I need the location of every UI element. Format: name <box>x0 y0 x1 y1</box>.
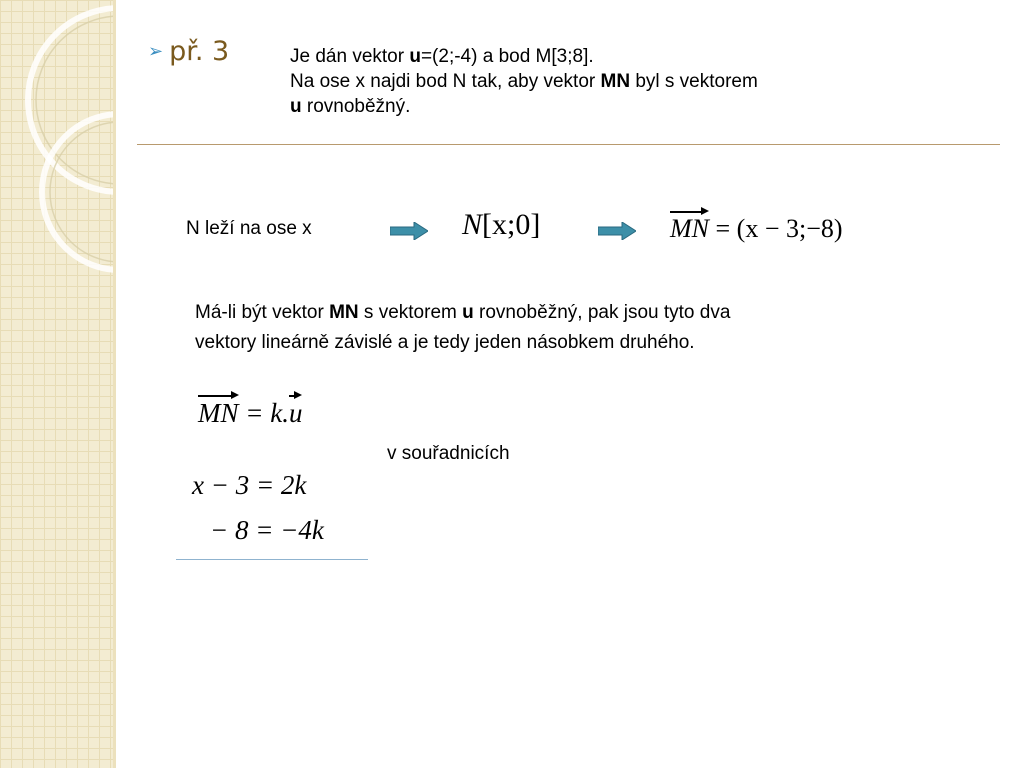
point-n-expression <box>462 208 540 242</box>
task-statement <box>290 44 758 119</box>
task-line-2: Na ose x najdi bod N tak, aby vektor MN byl s vektorem <box>290 71 758 92</box>
vector-mn-label: MN <box>600 71 631 92</box>
equation-mn-equals-ku: MN = k.u <box>198 398 303 428</box>
vector-mn-symbol: MN <box>670 214 709 243</box>
vector-u-label: u <box>409 46 421 67</box>
equation-x-coordinate: x − 3 = 2k <box>192 470 307 500</box>
explanation-paragraph <box>195 298 730 358</box>
title-separator <box>137 144 1000 145</box>
vector-mn-symbol: MN <box>198 398 239 428</box>
step1-label: N leží na ose x <box>186 218 312 239</box>
vector-u-label: u <box>290 96 302 117</box>
right-arrow-icon <box>390 222 428 240</box>
decorative-side-panel <box>0 0 113 768</box>
task-line-1: Je dán vektor u=(2;-4) a bod M[3;8]. <box>290 46 594 67</box>
explanation-line-1: Má-li být vektor MN s vektorem u rovnoběžný, pak jsou tyto dva <box>195 302 731 323</box>
equation-y-coordinate: − 8 = −4k <box>210 515 324 545</box>
coordinates-label: v souřadnicích <box>387 443 510 464</box>
arrow-bullet-icon: ➢ <box>148 41 164 62</box>
side-panel-edge <box>113 0 116 768</box>
slide-title <box>148 36 229 67</box>
right-arrow-icon <box>598 222 636 240</box>
slide-title-text: př. 3 <box>169 36 230 67</box>
point-n-coords: [x;0] <box>482 208 541 241</box>
task-line-3: u rovnoběžný. <box>290 96 411 117</box>
vector-mn-expression <box>670 214 843 244</box>
vector-u-symbol: u <box>288 398 303 428</box>
vector-u-label: u <box>462 302 474 323</box>
decorative-circles <box>0 0 113 768</box>
vector-mn-value: = (x − 3;−8) <box>709 214 843 243</box>
point-n-name: N <box>462 208 483 241</box>
equation-underline <box>176 559 368 560</box>
explanation-line-2: vektory lineárně závislé a je tedy jeden násobkem druhého. <box>195 332 695 353</box>
vector-mn-label: MN <box>329 302 359 323</box>
